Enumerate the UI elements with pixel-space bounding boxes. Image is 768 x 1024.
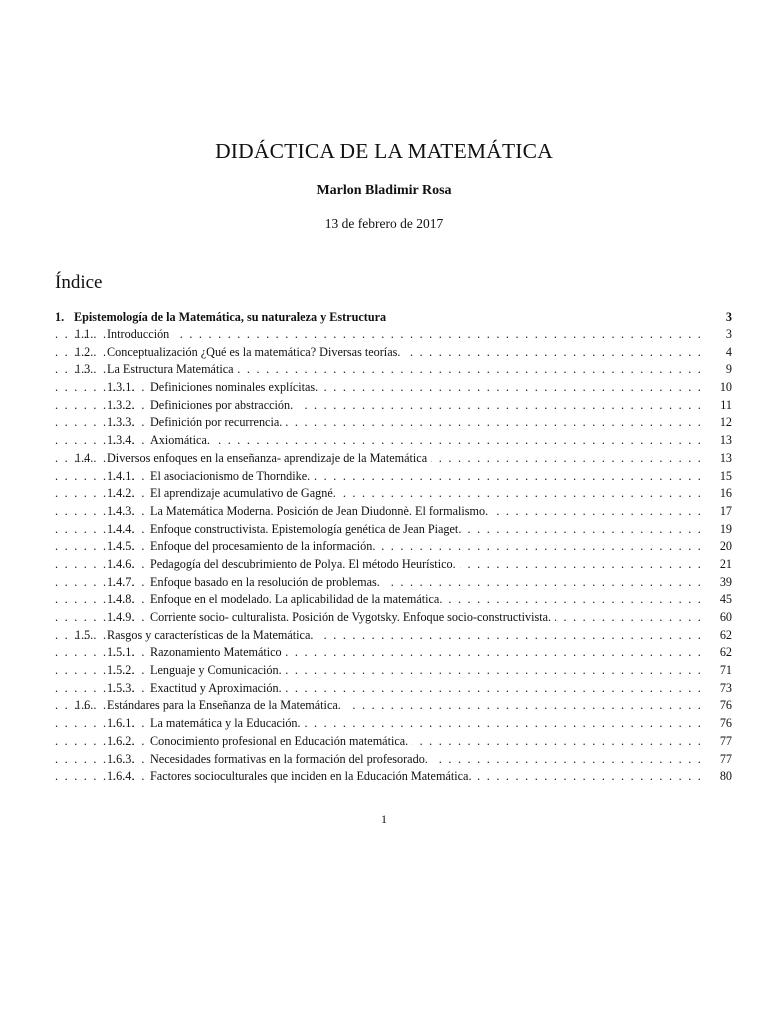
- toc-entry-title: La Matemática Moderna. Posición de Jean Diudonnè. El formalismo.: [150, 503, 492, 521]
- toc-entry[interactable]: [55, 503, 732, 521]
- toc-entry-number: 1.4.9.: [107, 610, 135, 624]
- toc-entry-number: 1.3.1.: [107, 380, 135, 395]
- toc-entry-title: Necesidades formativas en la formación del profesorado.: [150, 751, 432, 769]
- toc-entry-title: Razonamiento Matemático: [150, 644, 286, 662]
- toc-entry-page: 21: [720, 556, 732, 574]
- toc-entry[interactable]: [55, 326, 732, 344]
- toc-entry-page: 77: [720, 751, 732, 769]
- toc-entry[interactable]: [55, 379, 732, 397]
- toc-entry-number: 1.6.: [75, 698, 94, 713]
- toc-entry-page: 45: [720, 591, 732, 609]
- toc-entry-title: El asociacionismo de Thorndike.: [150, 468, 314, 486]
- toc-entry-page: 20: [720, 538, 732, 556]
- toc-entry[interactable]: [55, 450, 732, 468]
- toc-entry-number: 1.5.1.: [107, 645, 135, 660]
- toc-entry[interactable]: [55, 397, 732, 415]
- toc-entry-title: Estándares para la Enseñanza de la Matemática.: [107, 697, 345, 715]
- table-of-contents: [55, 308, 732, 786]
- toc-entry-title: El aprendizaje acumulativo de Gagné.: [150, 485, 340, 503]
- toc-entry[interactable]: [55, 574, 732, 592]
- toc-entry-page: 73: [720, 680, 732, 698]
- toc-entry-page: 11: [720, 397, 732, 415]
- toc-entry-title: Definiciones nominales explícitas.: [150, 379, 322, 397]
- toc-entry-title: Epistemología de la Matemática, su naturaleza y Estructura: [74, 308, 390, 326]
- toc-entry[interactable]: [55, 485, 732, 503]
- toc-entry-title: Corriente socio- culturalista. Posición de Vygotsky. Enfoque socio-constructivista.: [150, 609, 555, 627]
- toc-entry[interactable]: [55, 627, 732, 645]
- toc-entry[interactable]: [55, 468, 732, 486]
- toc-entry-page: 62: [720, 644, 732, 662]
- toc-entry-title: Conocimiento profesional en Educación matemática.: [150, 733, 412, 751]
- toc-entry-number: 1.4.: [75, 450, 94, 465]
- toc-entry-number: 1.2.: [75, 344, 94, 359]
- toc-entry-number: 1.5.: [75, 627, 94, 642]
- toc-entry-title: Definición por recurrencia.: [150, 414, 286, 432]
- toc-entry-page: 9: [726, 361, 732, 379]
- toc-entry-page: 3: [725, 310, 732, 324]
- toc-entry-number: 1.4.3.: [107, 503, 135, 518]
- toc-entry-number: 1.6.1.: [107, 716, 135, 731]
- toc-entry-title: Exactitud y Aproximación.: [150, 680, 286, 698]
- toc-entry[interactable]: [55, 591, 732, 609]
- toc-entry-page: 3: [726, 326, 732, 344]
- toc-chapter-entry[interactable]: [55, 308, 732, 326]
- toc-entry-page: 16: [720, 485, 732, 503]
- document-author: Marlon Bladimir Rosa: [316, 183, 452, 198]
- toc-entry-title: Enfoque constructivista. Epistemología genética de Jean Piaget.: [150, 521, 465, 539]
- toc-entry-number: 1.6.3.: [107, 751, 135, 766]
- toc-entry-page: 13: [720, 432, 732, 450]
- toc-entry[interactable]: [55, 414, 732, 432]
- toc-entry-page: 62: [720, 627, 732, 645]
- toc-entry-number: 1.3.: [75, 362, 94, 377]
- toc-entry-title: Enfoque en el modelado. La aplicabilidad de la matemática.: [150, 591, 446, 609]
- toc-entry-number: 1.1.: [75, 327, 94, 341]
- toc-entry-page: 17: [720, 503, 732, 521]
- toc-entry-page: 80: [720, 768, 732, 786]
- toc-entry-number: 1.5.3.: [107, 680, 135, 695]
- toc-entry[interactable]: [55, 361, 732, 379]
- toc-entry[interactable]: [55, 715, 732, 733]
- toc-entry-page: 76: [720, 697, 732, 715]
- document-title: DIDÁCTICA DE LA MATEMÁTICA: [215, 139, 553, 163]
- toc-entry-page: 15: [720, 468, 732, 486]
- toc-entry[interactable]: [55, 556, 732, 574]
- toc-entry-number: 1.3.4.: [107, 433, 135, 448]
- toc-entry-page: 76: [720, 715, 732, 733]
- toc-entry-title: Diversos enfoques en la enseñanza- aprendizaje de la Matemática: [107, 450, 431, 468]
- toc-entry[interactable]: [55, 662, 732, 680]
- toc-entry[interactable]: [55, 521, 732, 539]
- toc-entry-title: Rasgos y características de la Matemática.: [107, 627, 317, 645]
- toc-entry-title: La matemática y la Educación.: [150, 715, 305, 733]
- toc-entry-page: 12: [720, 414, 732, 432]
- toc-entry-page: 39: [720, 574, 732, 592]
- toc-entry-page: 19: [720, 521, 732, 539]
- toc-entry[interactable]: [55, 344, 732, 362]
- toc-entry-number: 1.4.6.: [107, 556, 135, 571]
- toc-entry-page: 10: [720, 379, 732, 397]
- toc-entry-number: 1.4.4.: [107, 521, 135, 536]
- toc-entry-number: 1.3.3.: [107, 415, 135, 430]
- toc-entry[interactable]: [55, 680, 732, 698]
- toc-entry[interactable]: [55, 751, 732, 769]
- toc-entry-number: 1.: [55, 310, 65, 324]
- toc-entry-number: 1.4.5.: [107, 539, 135, 554]
- toc-entry-number: 1.5.2.: [107, 663, 135, 678]
- toc-entry[interactable]: [55, 768, 732, 786]
- toc-entry-title: La Estructura Matemática: [107, 361, 238, 379]
- toc-entry-number: 1.6.2.: [107, 733, 135, 748]
- toc-entry-page: 4: [726, 344, 732, 362]
- toc-entry-title: Conceptualización ¿Qué es la matemática? Diversas teorías.: [107, 344, 404, 362]
- toc-entry-number: 1.4.8.: [107, 592, 135, 607]
- toc-entry[interactable]: [55, 432, 732, 450]
- toc-entry-title: Pedagogía del descubrimiento de Polya. El método Heurístico.: [150, 556, 460, 574]
- toc-entry-title: Enfoque del procesamiento de la información.: [150, 538, 379, 556]
- toc-entry-title: Introducción: [107, 326, 173, 344]
- toc-entry-number: 1.4.1.: [107, 468, 135, 483]
- document-date: 13 de febrero de 2017: [324, 216, 444, 231]
- toc-entry[interactable]: [55, 609, 732, 627]
- toc-entry[interactable]: [55, 644, 732, 662]
- toc-entry-page: 60: [720, 609, 732, 627]
- toc-entry-number: 1.6.4.: [107, 769, 135, 784]
- index-heading: Índice: [55, 272, 103, 293]
- toc-entry[interactable]: [55, 733, 732, 751]
- toc-entry-number: 1.4.2.: [107, 486, 135, 501]
- toc-entry-title: Lenguaje y Comunicación.: [150, 662, 286, 680]
- toc-entry-title: Definiciones por abstracción.: [150, 397, 297, 415]
- toc-entry-page: 71: [720, 662, 732, 680]
- toc-entry[interactable]: [55, 538, 732, 556]
- toc-entry-page: 13: [720, 450, 732, 468]
- toc-entry-page: 77: [720, 733, 732, 751]
- toc-entry-number: 1.4.7.: [107, 574, 135, 589]
- toc-entry[interactable]: [55, 697, 732, 715]
- toc-entry-title: Enfoque basado en la resolución de problemas.: [150, 574, 384, 592]
- toc-entry-number: 1.3.2.: [107, 397, 135, 412]
- toc-entry-title: Factores socioculturales que inciden en la Educación Matemática.: [150, 768, 476, 786]
- toc-entry-title: Axiomática.: [150, 432, 214, 450]
- page-number: 1: [381, 812, 387, 826]
